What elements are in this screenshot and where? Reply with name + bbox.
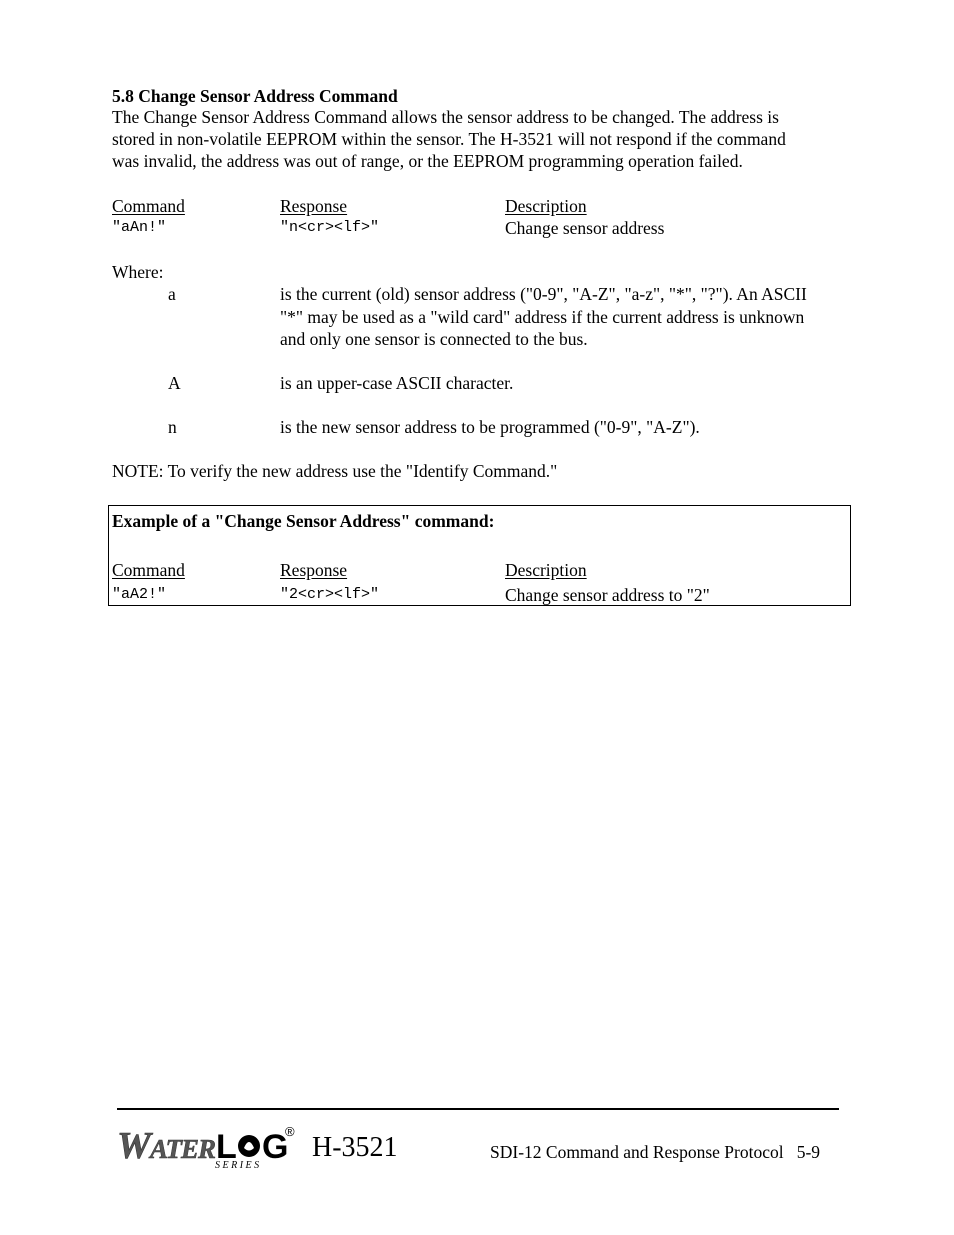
where-desc-a-line-3: and only one sensor is connected to the bus. (280, 329, 588, 349)
where-desc-a-line-2: "*" may be used as a "wild card" address if the current address is unknown (280, 307, 805, 327)
note-text: NOTE: To verify the new address use the "Identify Command." (112, 461, 558, 481)
header-description: Description (505, 196, 587, 216)
where-symbol-n: n (168, 417, 177, 437)
intro-line-3: was invalid, the address was out of range, or the EEPROM programming operation failed. (112, 151, 743, 171)
footer-rule (117, 1108, 839, 1110)
model-number: H-3521 (312, 1132, 398, 1163)
example-title: Example of a "Change Sensor Address" command: (112, 511, 495, 531)
cell-description: Change sensor address (505, 218, 665, 238)
logo-series-text: S E R I E S (215, 1160, 260, 1171)
example-cell-command: "aA2!" (112, 586, 167, 603)
cell-response: "n<cr><lf>" (280, 219, 380, 236)
where-symbol-A: A (168, 373, 181, 393)
waterlog-logo-mark (117, 1122, 297, 1172)
svg-text:W: W (117, 1125, 150, 1167)
example-cell-description: Change sensor address to "2" (505, 585, 710, 605)
intro-line-1: The Change Sensor Address Command allows the sensor address to be changed. The address is (112, 107, 779, 127)
example-header-response: Response (280, 560, 348, 580)
page-label: SDI-12 Command and Response Protocol 5-9 (490, 1142, 821, 1162)
svg-text:ATER: ATER (150, 1134, 216, 1164)
cell-command: "aAn!" (112, 219, 167, 236)
header-command: Command (112, 196, 185, 216)
header-response: Response (280, 196, 348, 216)
waterlog-logo (117, 1122, 297, 1172)
registered-mark: ® (285, 1124, 295, 1139)
where-symbol-a: a (168, 284, 176, 304)
where-label: Where: (112, 262, 164, 282)
intro-line-2: stored in non-volatile EEPROM within the sensor. The H-3521 will not respond if the command (112, 129, 786, 149)
where-desc-A: is an upper-case ASCII character. (280, 373, 514, 393)
where-desc-a-line-1: is the current (old) sensor address ("0-9", "A-Z", "a-z", "*", "?"). An ASCII (280, 284, 807, 304)
example-cell-response: "2<cr><lf>" (280, 586, 380, 603)
where-desc-n: is the new sensor address to be programmed ("0-9", "A-Z"). (280, 417, 700, 437)
example-header-command: Command (112, 560, 185, 580)
svg-text:L: L (216, 1128, 236, 1166)
example-header-description: Description (505, 560, 587, 580)
svg-text:G: G (262, 1128, 289, 1166)
section-heading: 5.8 Change Sensor Address Command (112, 86, 398, 106)
